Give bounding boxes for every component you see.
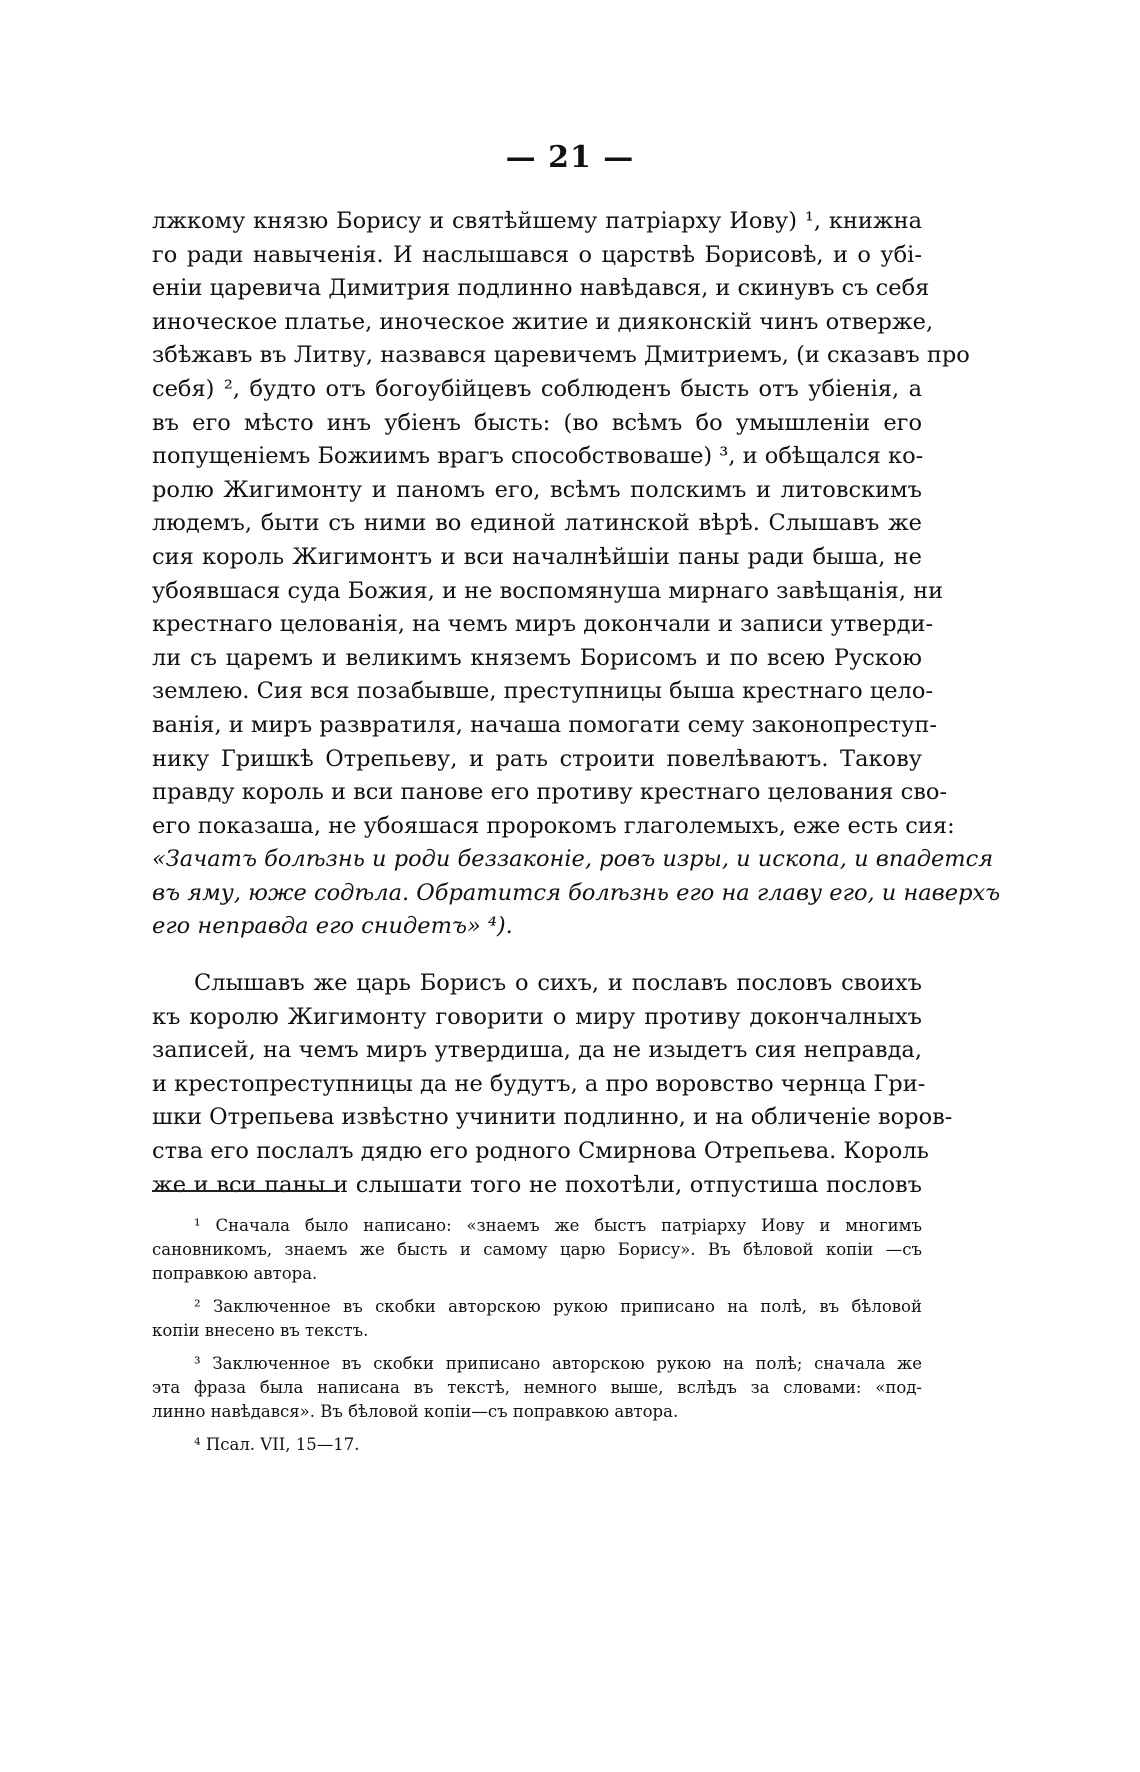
text-line: еніи царевича Димитрия подлинно навѣдався, и скинувъ съ себя: [152, 275, 930, 302]
footnote-3: [152, 1352, 922, 1424]
paragraph-2: [152, 967, 953, 1202]
text-line: его показаша, не убояшася пророкомъ глаголемыхъ, еже есть сия:: [152, 812, 955, 839]
page-number: — 21 —: [505, 140, 635, 175]
footnote-line: ¹ Сначала было написано: «знаемъ же быстъ патріарху Иову и многимъ: [194, 1216, 922, 1235]
text-line: шки Отрепьева извѣстно учинити подлинно, и на обличеніе воров-: [152, 1104, 953, 1131]
quote-line: его неправда его снидетъ» ⁴).: [152, 913, 513, 940]
footnote-line: ³ Заключенное въ скобки приписано авторскою рукою на полѣ; сначала же: [194, 1354, 922, 1373]
text-line: землею. Сия вся позабывше, преступницы быша крестнаго цело-: [152, 678, 934, 705]
text-line: въ его мѣсто инъ убіенъ бысть: (во всѣмъ бо умышленіи его: [152, 409, 922, 436]
text-line: же и вси паны и слышати того не похотѣли, отпустиша пословъ: [152, 1171, 922, 1198]
footnote-line: поправкою автора.: [152, 1264, 318, 1283]
main-text: [152, 205, 1001, 1202]
footnote-line: линно навѣдався». Въ бѣловой копіи—съ поправкою автора.: [152, 1402, 679, 1421]
text-line: ванія, и миръ развратиля, начаша помогати сему законопреступ-: [152, 711, 937, 738]
text-line: и крестопреступницы да не будутъ, а про воровство чернца Гри-: [152, 1070, 926, 1097]
footnote-line: ⁴ Псал. VII, 15—17.: [194, 1435, 360, 1454]
text-line: Слышавъ же царь Борисъ о сихъ, и пославъ пословъ своихъ: [194, 970, 922, 997]
footnote-2: [152, 1295, 922, 1343]
text-line: людемъ, быти съ ними во единой латинской вѣрѣ. Слышавъ же: [152, 510, 922, 537]
text-line: иноческое платье, иноческое житие и дияконскій чинъ отверже,: [152, 308, 934, 335]
footnote-4: [152, 1433, 922, 1457]
text-line: правду король и вси панове его противу крестнаго целования сво-: [152, 779, 948, 806]
text-line: убоявшася суда Божия, и не воспомянуша мирнаго завѣщанія, ни: [152, 577, 944, 604]
text-line: ролю Жигимонту и паномъ его, всѣмъ полскимъ и литовскимъ: [152, 476, 922, 503]
text-line: ства его послалъ дядю его родного Смирнова Отрепьева. Король: [152, 1138, 929, 1165]
footnote-1: [152, 1214, 922, 1286]
text-line: збѣжавъ въ Литву, назвався царевичемъ Дмитриемъ, (и сказавъ про: [152, 342, 970, 369]
footnote-line: копіи внесено въ текстъ.: [152, 1321, 369, 1340]
text-line: ли съ царемъ и великимъ княземъ Борисомъ и по всею Рускою: [152, 644, 922, 671]
quote-line: въ яму, юже содѣла. Обратится болѣзнь его на главу его, и наверхъ: [152, 879, 1001, 906]
text-line: нику Гришкѣ Отрепьеву, и рать строити повелѣваютъ. Такову: [152, 745, 922, 772]
text-line: лжкому князю Борису и святѣйшему патріарху Иову) ¹, книжна: [152, 208, 922, 234]
text-line: къ королю Жигимонту говорити о миру противу докончалныхъ: [152, 1003, 922, 1030]
footnote-separator: [152, 1190, 336, 1192]
footnote-line: сановникомъ, знаемъ же бысть и самому царю Борису». Въ бѣловой копіи —съ: [152, 1240, 922, 1259]
text-line: го ради навыченія. И наслышався о царствѣ Борисовѣ, и о убі-: [152, 241, 922, 268]
paragraph-1: [152, 205, 1001, 944]
footnotes: [152, 1214, 922, 1466]
text-line: попущеніемъ Божиимъ врагъ способствоваше) ³, и обѣщался ко-: [152, 443, 924, 470]
text-line: себя) ², будто отъ богоубійцевъ соблюденъ бысть отъ убіенія, а: [152, 375, 922, 402]
footnote-line: эта фраза была написана въ текстѣ, немного выше, вслѣдъ за словами: «под-: [152, 1378, 922, 1397]
footnote-line: ² Заключенное въ скобки авторскою рукою приписано на полѣ, въ бѣловой: [194, 1297, 922, 1316]
text-line: сия король Жигимонтъ и вси началнѣйшіи паны ради быша, не: [152, 543, 922, 570]
text-line: крестнаго целованія, на чемъ миръ докончали и записи утверди-: [152, 611, 934, 638]
quote-line: «Зачатъ болѣзнь и роди беззаконіе, ровъ изры, и ископа, и впадется: [152, 846, 994, 873]
text-line: записей, на чемъ миръ утвердиша, да не изыдетъ сия неправда,: [152, 1037, 922, 1064]
